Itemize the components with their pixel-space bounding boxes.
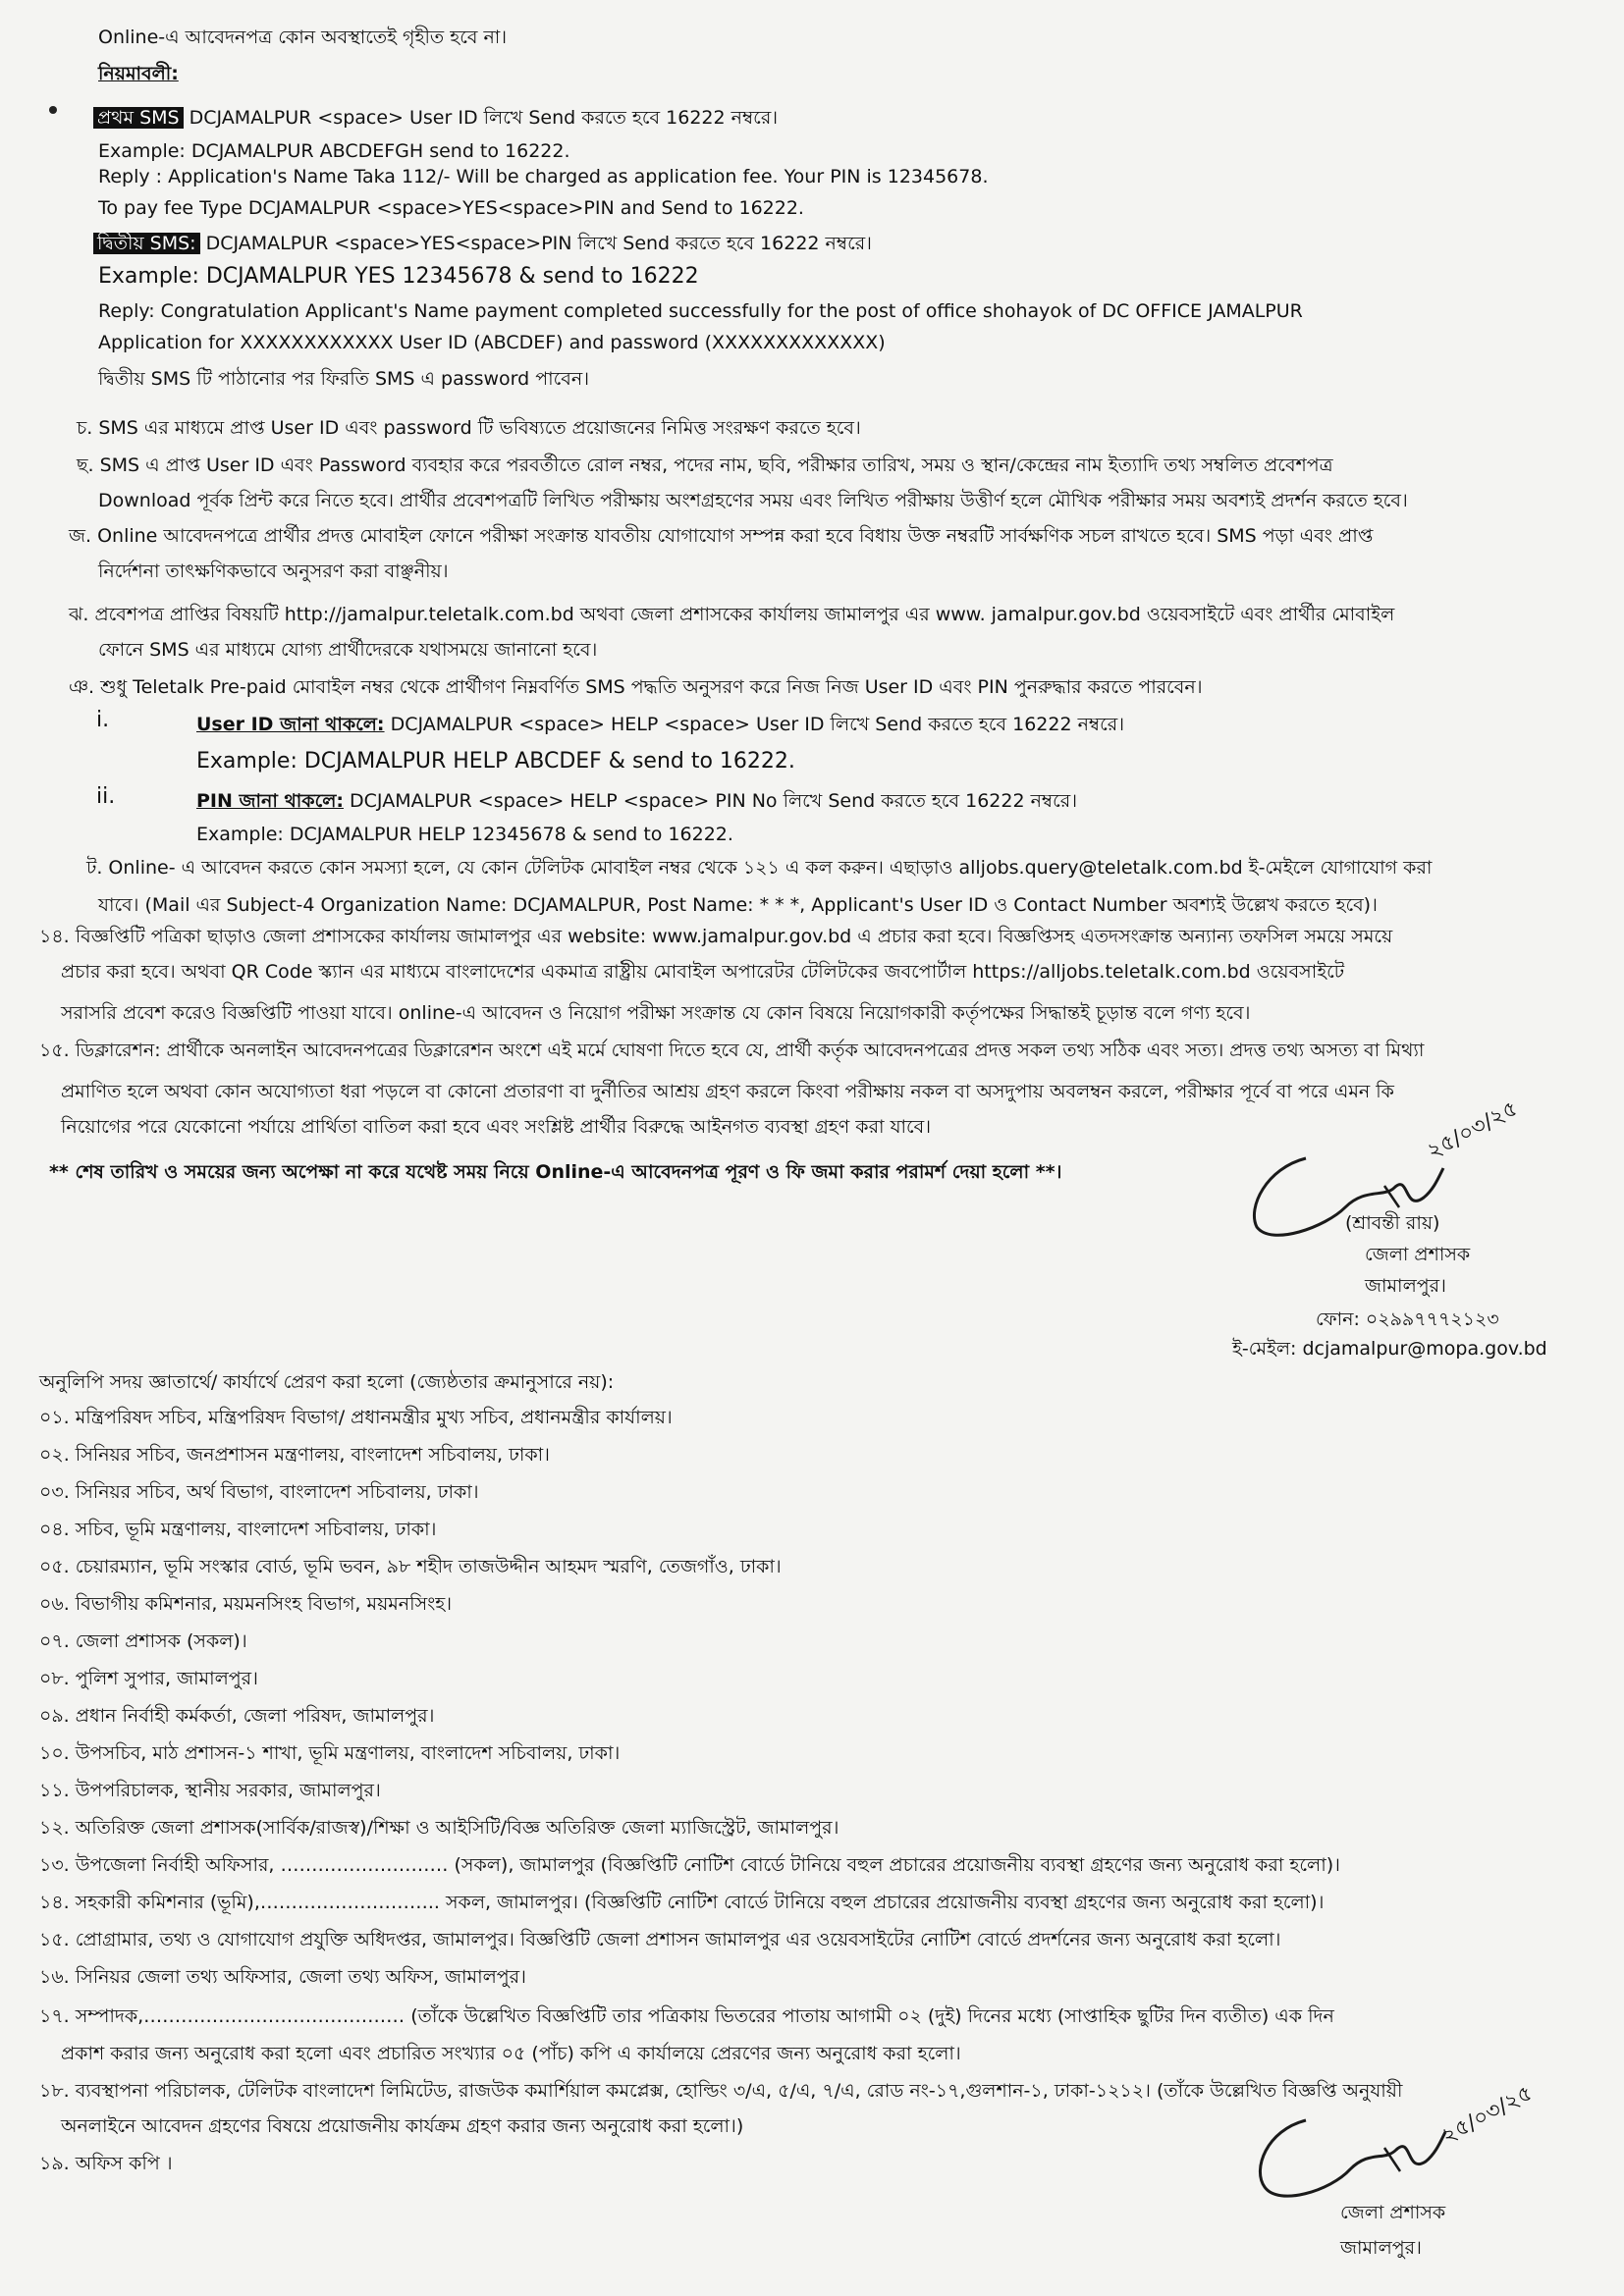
recovery-ii-text: DCJAMALPUR <space> HELP <space> PIN No লিখে Send করতে হবে 16222 নম্বরে। <box>343 790 1078 812</box>
sms1-instruction: DCJAMALPUR <space> User ID লিখে Send করতে হবে 16222 নম্বরে। <box>189 107 779 129</box>
item-ja-2: নির্দেশনা তাৎক্ষণিকভাবে অনুসরণ করা বাঞ্ছনীয়। <box>98 561 449 582</box>
item-ja-1: জ. Online আবেদনপত্রে প্রার্থীর প্রদত্ত মোবাইল ফোনে পরীক্ষা সংক্রান্ত যাবতীয় যোগাযোগ সম্পন্ন করা হবে বিধায় উক্ত নম্বরটি সার্বক্ষণিক সচল রাখতে হবে। SMS পড়া এবং প্রাপ্ত <box>69 525 1374 547</box>
signatory-phone: ফোন: ০২৯৯৭৭৭২১২৩ <box>1316 1308 1499 1330</box>
item-ta-1: ট. Online- এ আবেদন করতে কোন সমস্যা হলে, যে কোন টেলিটক মোবাইল নম্বর থেকে ১২১ এ কল করুন। এছাড়াও alljobs.query@teletalk.com.bd ই-মেইলে যোগাযোগ করা <box>86 857 1433 879</box>
copy-item: ১৫. প্রোগ্রামার, তথ্য ও যোগাযোগ প্রযুক্তি অধিদপ্তর, জামালপুর। বিজ্ঞপ্তিটি জেলা প্রশাসন জামালপুর এর ওয়েবসাইটের নোটিশ বোর্ডে প্রদর্শনের জন্য অনুরোধ করা হলো। <box>39 1929 1281 1950</box>
signatory-email: ই-মেইল: dcjamalpur@mopa.gov.bd <box>1232 1338 1547 1360</box>
sms1-pay: To pay fee Type DCJAMALPUR <space>YES<space>PIN and Send to 16222. <box>98 197 804 219</box>
signatory-title: জেলা প্রশাসক <box>1365 1244 1471 1265</box>
signatory2-title: জেলা প্রশাসক <box>1340 2202 1446 2223</box>
item-chha-2: Download পূর্বক প্রিন্ট করে নিতে হবে। প্রার্থীর প্রবেশপত্রটি লিখিত পরীক্ষায় অংশগ্রহণের সময় এবং লিখিত পরীক্ষায় উত্তীর্ণ হলে মৌখিক পরীক্ষার সময় অবশ্যই প্রদর্শন করতে হবে। <box>98 490 1408 511</box>
recovery-ii-example: Example: DCJAMALPUR HELP 12345678 & send to 16222. <box>196 824 733 845</box>
copy-item: ১৩. উপজেলা নির্বাহী অফিসার, ……………………… (সকল), জামালপুর (বিজ্ঞপ্তিটি নোটিশ বোর্ডে টানিয়ে বহুল প্রচারের প্রয়োজনীয় ব্যবস্থা গ্রহণের জন্য অনুরোধ করা হলো)। <box>39 1854 1340 1876</box>
rules-heading: নিয়মাবলী: <box>98 63 179 84</box>
copy-item-continued: অনলাইনে আবেদন গ্রহণের বিষয়ে প্রয়োজনীয় কার্যক্রম গ্রহণ করার জন্য অনুরোধ করা হলো।) <box>61 2115 744 2137</box>
recovery-ii-label: PIN জানা থাকলে: <box>196 790 344 812</box>
copy-item: ০৯. প্রধান নির্বাহী কর্মকর্তা, জেলা পরিষদ, জামালপুর। <box>39 1705 435 1727</box>
copy-item: ১০. উপসচিব, মাঠ প্রশাসন-১ শাখা, ভূমি মন্ত্রণালয়, বাংলাদেশ সচিবালয়, ঢাকা। <box>39 1742 621 1764</box>
sms2-reply-2: Application for XXXXXXXXXXXX User ID (ABCDEF) and password (XXXXXXXXXXXXX) <box>98 332 886 353</box>
copy-item: ১৯. অফিস কপি । <box>39 2153 173 2174</box>
signatory2-place: জামালপুর। <box>1340 2237 1422 2259</box>
item-cha: চ. SMS এর মাধ্যমে প্রাপ্ত User ID এবং password টি ভবিষ্যতে প্রয়োজনের নিমিত্ত সংরক্ষণ করতে হবে। <box>77 417 861 439</box>
sms2-badge: দ্বিতীয় SMS: <box>93 233 200 254</box>
copy-item: ০৬. বিভাগীয় কমিশনার, ময়মনসিংহ বিভাগ, ময়মনসিংহ। <box>39 1593 453 1615</box>
copies-heading: অনুলিপি সদয় জ্ঞাতার্থে/ কার্যার্থে প্রেরণ করা হলো (জ্যেষ্ঠতার ক্রমানুসারে নয়): <box>39 1371 615 1393</box>
para-14-line-3: সরাসরি প্রবেশ করেও বিজ্ঞপ্তিটি পাওয়া যাবে। online-এ আবেদন ও নিয়োগ পরীক্ষা সংক্রান্ত যে কোন বিষয়ে নিয়োগকারী কর্তৃপক্ষের সিদ্ধান্তই চূড়ান্ত বলে গণ্য হবে। <box>61 1002 1251 1024</box>
item-ta-2: যাবে। (Mail এর Subject-4 Organization Name: DCJAMALPUR, Post Name: * * *, Applicant's User ID ও Contact Number অবশ্যই উল্লেখ করতে হবে)। <box>98 894 1378 916</box>
item-chha-1: ছ. SMS এ প্রাপ্ত User ID এবং Password ব্যবহার করে পরবর্তীতে রোল নম্বর, পদের নাম, ছবি, পরীক্ষার তারিখ, সময় ও স্থান/কেন্দ্রের নাম ইত্যাদি তথ্য সম্বলিত প্রবেশপত্র <box>77 454 1333 476</box>
signatory-place: জামালপুর। <box>1365 1275 1446 1297</box>
bullet-mark <box>49 106 57 114</box>
copy-item: ১৪. সহকারী কমিশনার (ভূমি),……………………….. সকল, জামালপুর। (বিজ্ঞপ্তিটি নোটিশ বোর্ডে টানিয়ে বহুল প্রচারের প্রয়োজনীয় ব্যবস্থা গ্রহণের জন্য অনুরোধ করা হলো)। <box>39 1892 1325 1913</box>
recovery-ii-line <box>196 789 1077 813</box>
sms2-after: দ্বিতীয় SMS টি পাঠানোর পর ফিরতি SMS এ password পাবেন। <box>98 368 590 390</box>
item-jha-1: ঝ. প্রবেশপত্র প্রাপ্তির বিষয়টি http://jamalpur.teletalk.com.bd অথবা জেলা প্রশাসকের কার্যালয় জামালপুর এর www. jamalpur.gov.bd ওয়েবসাইটে এবং প্রার্থীর মোবাইল <box>69 604 1395 625</box>
recovery-i-label: User ID জানা থাকলে: <box>196 714 385 735</box>
copy-item: ১৬. সিনিয়র জেলা তথ্য অফিসার, জেলা তথ্য অফিস, জামালপুর। <box>39 1966 526 1988</box>
copy-item: ০৫. চেয়ারম্যান, ভূমি সংস্কার বোর্ড, ভূমি ভবন, ৯৮ শহীদ তাজউদ্দীন আহমদ স্মরণি, তেজগাঁও, ঢাকা। <box>39 1556 782 1577</box>
sms2-instruction: DCJAMALPUR <space>YES<space>PIN লিখে Send করতে হবে 16222 নম্বরে। <box>205 233 872 254</box>
recovery-i-text: DCJAMALPUR <space> HELP <space> User ID লিখে Send করতে হবে 16222 নম্বরে। <box>384 714 1124 735</box>
item-nya: ঞ. শুধু Teletalk Pre-paid মোবাইল নম্বর থেকে প্রার্থীগণ নিম্নবর্ণিত SMS পদ্ধতি অনুসরণ করে নিজ নিজ User ID এবং PIN পুনরুদ্ধার করতে পারবেন। <box>69 676 1203 698</box>
sms1-badge: প্রথম SMS <box>93 107 184 129</box>
copy-item: ০১. মন্ত্রিপরিষদ সচিব, মন্ত্রিপরিষদ বিভাগ/ প্রধানমন্ত্রীর মুখ্য সচিব, প্রধানমন্ত্রীর কার্যালয়। <box>39 1407 673 1428</box>
recovery-i-line <box>196 713 1124 736</box>
sms2-example: Example: DCJAMALPUR YES 12345678 & send to 16222 <box>98 264 699 289</box>
copy-item: ১২. অতিরিক্ত জেলা প্রশাসক(সার্বিক/রাজস্ব)/শিক্ষা ও আইসিটি/বিজ্ঞ অতিরিক্ত জেলা ম্যাজিস্ট্রেট, জামালপুর। <box>39 1817 839 1839</box>
handwritten-date-2: ২৫/০৩/২৫ <box>1437 2080 1538 2150</box>
sms2-line <box>93 232 872 255</box>
para-15-line-2: প্রমাণিত হলে অথবা কোন অযোগ্যতা ধরা পড়লে বা কোনো প্রতারণা বা দুর্নীতির আশ্রয় গ্রহণ করলে কিংবা পরীক্ষায় নকল বা অসদুপায় অবলম্বন করলে, পরীক্ষার পূর্বে বা পরে এমন কি <box>61 1081 1394 1102</box>
copy-item: ১১. উপপরিচালক, স্থানীয় সরকার, জামালপুর। <box>39 1780 381 1801</box>
sms1-line <box>93 106 778 130</box>
deadline-note: ** শেষ তারিখ ও সময়ের জন্য অপেক্ষা না করে যথেষ্ট সময় নিয়ে Online-এ আবেদনপত্র পূরণ ও ফি জমা করার পরামর্শ দেয়া হলো **। <box>49 1161 1062 1183</box>
signatory-name: (শ্রাবন্তী রায়) <box>1345 1212 1440 1234</box>
copy-item: ১৭. সম্পাদক,…………………………………… (তাঁকে উল্লেখিত বিজ্ঞপ্তিটি তার পত্রিকায় ভিতরের পাতায় আগামী ০২ (দুই) দিনের মধ্যে (সাপ্তাহিক ছুটির দিন ব্যতীত) এক দিন <box>39 2005 1334 2027</box>
copy-item: ০৩. সিনিয়র সচিব, অর্থ বিভাগ, বাংলাদেশ সচিবালয়, ঢাকা। <box>39 1481 479 1503</box>
handwritten-date: ২৫/০৩/২৫ <box>1423 1095 1523 1165</box>
recovery-i-example: Example: DCJAMALPUR HELP ABCDEF & send to 16222. <box>196 749 795 774</box>
copy-item: ০২. সিনিয়র সচিব, জনপ্রশাসন মন্ত্রণালয়, বাংলাদেশ সচিবালয়, ঢাকা। <box>39 1444 550 1466</box>
para-15-line-1: ১৫. ডিক্লারেশন: প্রার্থীকে অনলাইন আবেদনপত্রের ডিক্লারেশন অংশে এই মর্মে ঘোষণা দিতে হবে যে, প্রার্থী কর্তৃক আবেদনপত্রের প্রদত্ত সকল তথ্য সঠিক এবং সত্য। প্রদত্ত তথ্য অসত্য বা মিথ্যা <box>39 1040 1425 1061</box>
copy-item-continued: প্রকাশ করার জন্য অনুরোধ করা হলো এবং প্রচারিত সংখ্যার ০৫ (পাঁচ) কপি এ কার্যালয়ে প্রেরণের জন্য অনুরোধ করা হলো। <box>61 2043 961 2064</box>
sms2-reply-1: Reply: Congratulation Applicant's Name payment completed successfully for the post of office shohayok of DC OFFICE JAMALPUR <box>98 300 1303 322</box>
item-jha-2: ফোনে SMS এর মাধ্যমে যোগ্য প্রার্থীদেরকে যথাসময়ে জানানো হবে। <box>98 639 598 661</box>
sms1-example: Example: DCJAMALPUR ABCDEFGH send to 16222. <box>98 140 570 162</box>
para-14-line-1: ১৪. বিজ্ঞপ্তিটি পত্রিকা ছাড়াও জেলা প্রশাসকের কার্যালয় জামালপুর এর website: www.jamalpur.gov.bd এ প্রচার করা হবে। বিজ্ঞপ্তিসহ এতদসংক্রান্ত অন্যান্য তফসিল সময়ে সময়ে <box>39 926 1393 947</box>
copy-item: ১৮. ব্যবস্থাপনা পরিচালক, টেলিটক বাংলাদেশ লিমিটেড, রাজউক কমার্শিয়াল কমপ্লেক্স, হোল্ডিং ৩/এ, ৫/এ, ৭/এ, রোড নং-১৭,গুলশান-১, ঢাকা-১২১২। (তাঁকে উল্লেখিত বিজ্ঞপ্তি অনুযায়ী <box>39 2080 1403 2102</box>
online-note: Online-এ আবেদনপত্র কোন অবস্থাতেই গৃহীত হবে না। <box>98 27 508 48</box>
copy-item: ০৭. জেলা প্রশাসক (সকল)। <box>39 1630 247 1652</box>
recovery-i-number: i. <box>96 708 110 732</box>
copy-item: ০৮. পুলিশ সুপার, জামালপুর। <box>39 1668 258 1689</box>
para-15-line-3: নিয়োগের পরে যেকোনো পর্যায়ে প্রার্থিতা বাতিল করা হবে এবং সংশ্লিষ্ট প্রার্থীর বিরুদ্ধে আইনগত ব্যবস্থা গ্রহণ করা যাবে। <box>61 1116 932 1138</box>
sms1-reply: Reply : Application's Name Taka 112/- Will be charged as application fee. Your PIN is 12345678. <box>98 166 989 187</box>
para-14-line-2: প্রচার করা হবে। অথবা QR Code স্ক্যান এর মাধ্যমে বাংলাদেশের একমাত্র রাষ্ট্রীয় মোবাইল অপারেটর টেলিটকের জবপোর্টাল https://alljobs.teletalk.com.bd ওয়েবসাইটে <box>61 961 1345 983</box>
recovery-ii-number: ii. <box>96 784 116 809</box>
copy-item: ০৪. সচিব, ভূমি মন্ত্রণালয়, বাংলাদেশ সচিবালয়, ঢাকা। <box>39 1519 437 1540</box>
